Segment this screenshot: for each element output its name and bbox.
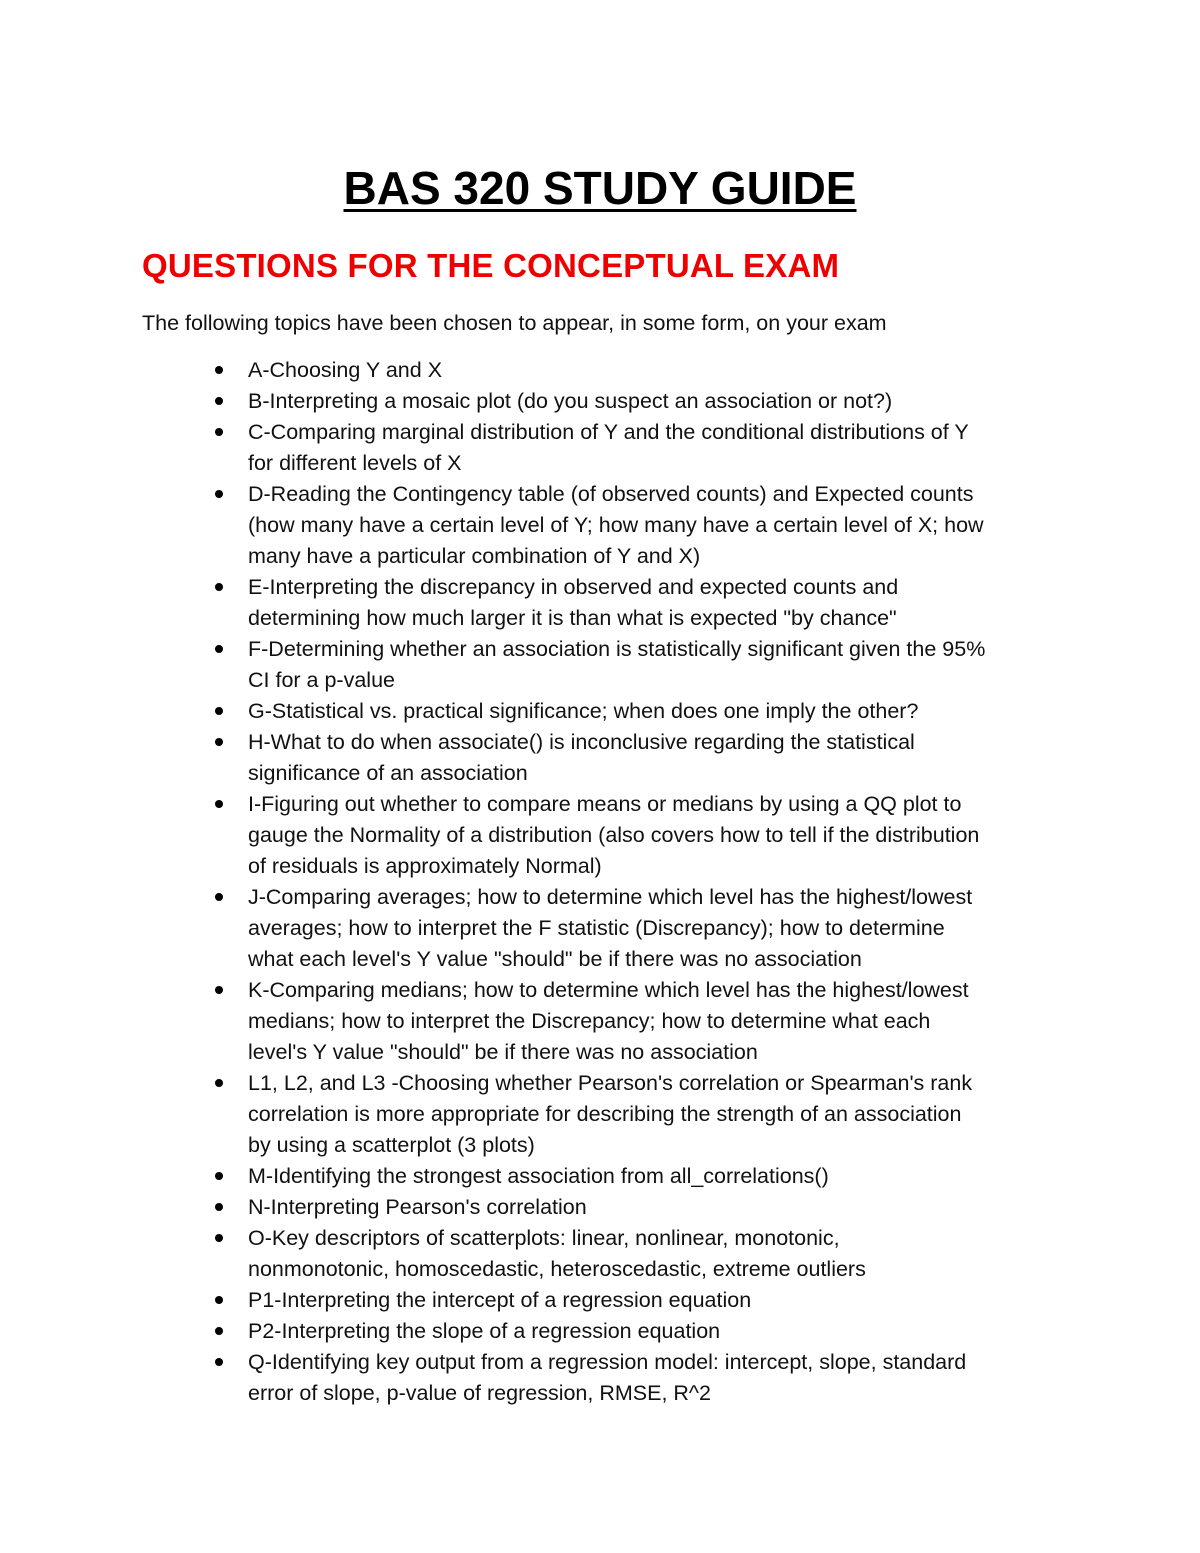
list-item-text-line: of residuals is approximately Normal) bbox=[248, 854, 602, 878]
list-item-text-line: L1, L2, and L3 -Choosing whether Pearson's correlation or Spearman's rank bbox=[248, 1071, 973, 1095]
bullet-icon bbox=[215, 738, 223, 746]
bullet-icon bbox=[215, 1203, 223, 1211]
list-item-text-line: C-Comparing marginal distribution of Y and the conditional distributions of Y bbox=[248, 420, 969, 444]
list-item-text-line: D-Reading the Contingency table (of observed counts) and Expected counts bbox=[248, 482, 974, 506]
list-item-text-line: J-Comparing averages; how to determine which level has the highest/lowest bbox=[248, 885, 973, 909]
list-item-text-line: significance of an association bbox=[248, 761, 528, 785]
list-item-text-line: level's Y value "should" be if there was no association bbox=[248, 1040, 758, 1064]
bullet-icon bbox=[215, 986, 223, 994]
list-item bbox=[248, 417, 1078, 479]
list-item-text-line: E-Interpreting the discrepancy in observed and expected counts and bbox=[248, 575, 899, 599]
list-item bbox=[248, 1161, 1078, 1192]
list-item-text-line: many have a particular combination of Y and X) bbox=[248, 544, 701, 568]
intro-paragraph: The following topics have been chosen to appear, in some form, on your exam bbox=[142, 311, 887, 335]
list-item bbox=[248, 355, 1078, 386]
list-item bbox=[248, 1192, 1078, 1223]
list-item bbox=[248, 634, 1078, 696]
bullet-icon bbox=[215, 1079, 223, 1087]
page-title: BAS 320 STUDY GUIDE bbox=[343, 162, 857, 214]
bullet-icon bbox=[215, 893, 223, 901]
list-item bbox=[248, 1347, 1078, 1409]
list-item-text-line: N-Interpreting Pearson's correlation bbox=[248, 1195, 587, 1219]
list-item bbox=[248, 386, 1078, 417]
list-item-text-line: O-Key descriptors of scatterplots: linear, nonlinear, monotonic, bbox=[248, 1226, 840, 1250]
list-item-text-line: P1-Interpreting the intercept of a regression equation bbox=[248, 1288, 752, 1312]
list-item-text-line: G-Statistical vs. practical significance; when does one imply the other? bbox=[248, 699, 919, 723]
bullet-icon bbox=[215, 1327, 223, 1335]
list-item bbox=[248, 479, 1078, 572]
bullet-icon bbox=[215, 707, 223, 715]
bullet-icon bbox=[215, 645, 223, 653]
list-item-text-line: determining how much larger it is than what is expected "by chance" bbox=[248, 606, 897, 630]
list-item-text-line: for different levels of X bbox=[248, 451, 462, 475]
list-item-text-line: Q-Identifying key output from a regression model: intercept, slope, standard bbox=[248, 1350, 967, 1374]
list-item-text-line: I-Figuring out whether to compare means or medians by using a QQ plot to bbox=[248, 792, 962, 816]
list-item-text-line: averages; how to interpret the F statistic (Discrepancy); how to determine bbox=[248, 916, 945, 940]
list-item bbox=[248, 1068, 1078, 1161]
bullet-icon bbox=[215, 1234, 223, 1242]
list-item-text-line: (how many have a certain level of Y; how many have a certain level of X; how bbox=[248, 513, 984, 537]
list-item bbox=[248, 789, 1078, 882]
bullet-icon bbox=[215, 583, 223, 591]
list-item-text-line: H-What to do when associate() is inconclusive regarding the statistical bbox=[248, 730, 915, 754]
bullet-icon bbox=[215, 397, 223, 405]
list-item-text-line: medians; how to interpret the Discrepancy; how to determine what each bbox=[248, 1009, 931, 1033]
list-item bbox=[248, 727, 1078, 789]
list-item-text-line: B-Interpreting a mosaic plot (do you suspect an association or not?) bbox=[248, 389, 893, 413]
section-heading: QUESTIONS FOR THE CONCEPTUAL EXAM bbox=[142, 247, 840, 284]
topic-list bbox=[248, 355, 1078, 1409]
list-item bbox=[248, 975, 1078, 1068]
list-item bbox=[248, 696, 1078, 727]
list-item-text-line: what each level's Y value "should" be if there was no association bbox=[248, 947, 862, 971]
bullet-icon bbox=[215, 366, 223, 374]
list-item-text-line: error of slope, p-value of regression, RMSE, R^2 bbox=[248, 1381, 711, 1405]
bullet-icon bbox=[215, 1172, 223, 1180]
list-item-text-line: correlation is more appropriate for describing the strength of an association bbox=[248, 1102, 962, 1126]
list-item bbox=[248, 1223, 1078, 1285]
list-item-text-line: K-Comparing medians; how to determine which level has the highest/lowest bbox=[248, 978, 969, 1002]
list-item bbox=[248, 572, 1078, 634]
list-item-text-line: CI for a p-value bbox=[248, 668, 395, 692]
list-item-text-line: A-Choosing Y and X bbox=[248, 358, 443, 382]
list-item bbox=[248, 882, 1078, 975]
list-item-text-line: nonmonotonic, homoscedastic, heteroscedastic, extreme outliers bbox=[248, 1257, 866, 1281]
bullet-icon bbox=[215, 428, 223, 436]
bullet-icon bbox=[215, 490, 223, 498]
bullet-icon bbox=[215, 1296, 223, 1304]
bullet-icon bbox=[215, 800, 223, 808]
list-item bbox=[248, 1316, 1078, 1347]
list-item-text-line: by using a scatterplot (3 plots) bbox=[248, 1133, 535, 1157]
list-item-text-line: M-Identifying the strongest association from all_correlations() bbox=[248, 1164, 829, 1188]
list-item-text-line: gauge the Normality of a distribution (also covers how to tell if the distribution bbox=[248, 823, 980, 847]
list-item bbox=[248, 1285, 1078, 1316]
bullet-icon bbox=[215, 1358, 223, 1366]
list-item-text-line: P2-Interpreting the slope of a regression equation bbox=[248, 1319, 721, 1343]
list-item-text-line: F-Determining whether an association is statistically significant given the 95% bbox=[248, 637, 986, 661]
